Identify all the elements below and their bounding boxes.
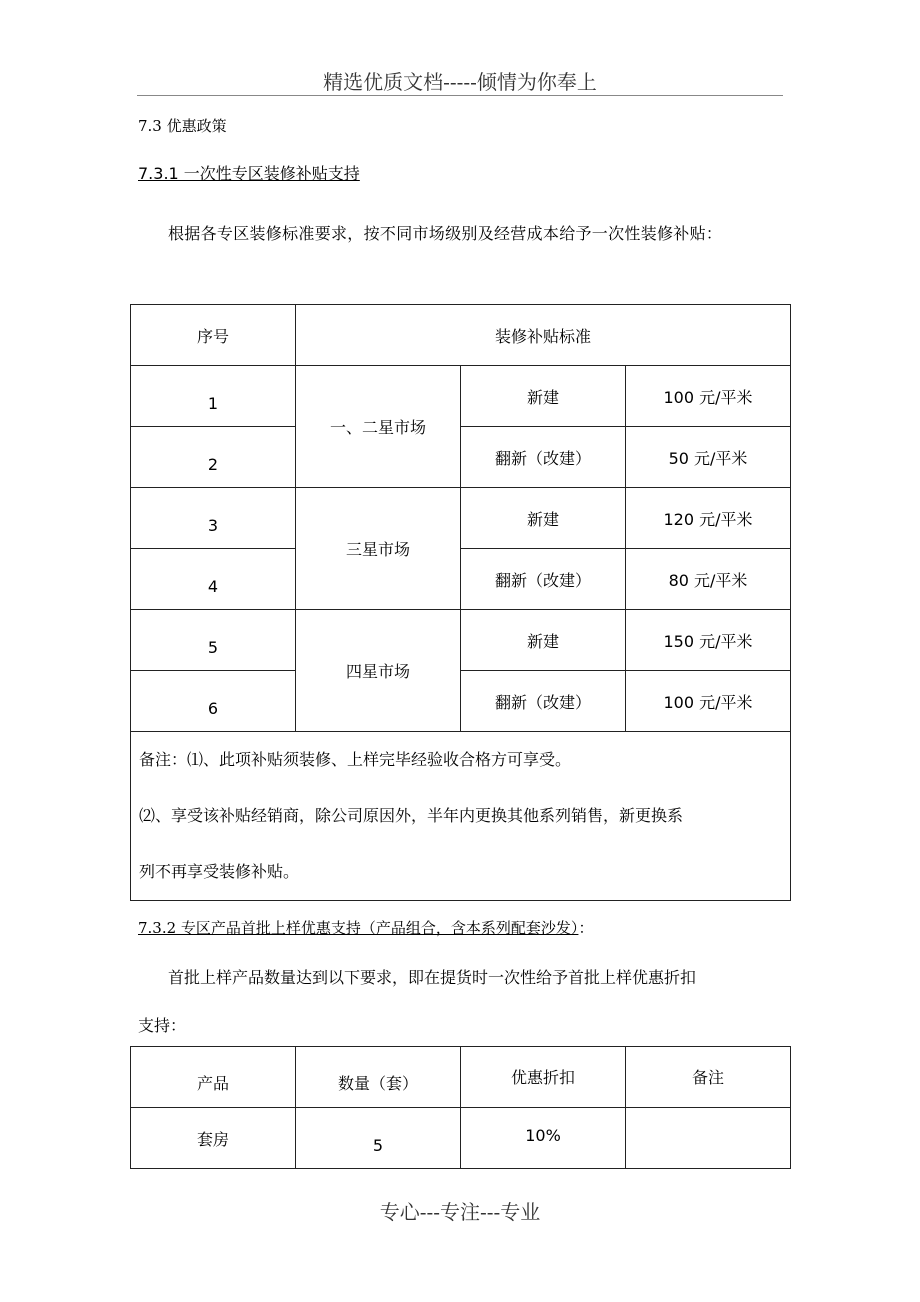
remark-cell: [626, 1108, 791, 1169]
header-discount: 优惠折扣: [461, 1047, 626, 1108]
renovation-subsidy-table: [130, 304, 791, 901]
note-line-1: 备注：⑴、此项补贴须装修、上样完毕经验收合格方可享受。: [139, 750, 572, 769]
subsection-2-intro-line-1: 首批上样产品数量达到以下要求，即在提货时一次性给予首批上样优惠折扣: [168, 968, 697, 987]
seq-cell: 3: [131, 488, 296, 549]
amount-cell: 120 元/平米: [626, 488, 791, 549]
section-heading: 7.3 优惠政策: [138, 117, 227, 135]
table-row: [131, 488, 791, 549]
subsection-2-heading-text: 7.3.2 专区产品首批上样优惠支持（产品组合，含本系列配套沙发）: [138, 919, 579, 937]
page-header-title: 精选优质文档-----倾情为你奉上: [323, 70, 597, 94]
seq-cell: 4: [131, 549, 296, 610]
seq-cell: 2: [131, 427, 296, 488]
amount-cell: 100 元/平米: [626, 671, 791, 732]
header-seq: 序号: [131, 305, 296, 366]
amount-cell: 100 元/平米: [626, 366, 791, 427]
amount-cell: 50 元/平米: [626, 427, 791, 488]
subsection-1-heading: 7.3.1 一次性专区装修补贴支持: [138, 164, 360, 183]
header-standard: 装修补贴标准: [296, 305, 791, 366]
table-row: [131, 671, 791, 732]
amount-cell: 150 元/平米: [626, 610, 791, 671]
type-cell: 翻新（改建）: [461, 671, 626, 732]
table-row: [131, 1108, 791, 1169]
header-divider: [137, 95, 783, 96]
product-cell: 套房: [131, 1108, 296, 1169]
table-notes: [131, 732, 791, 901]
type-cell: 新建: [461, 366, 626, 427]
page-footer: 专心---专注---专业: [379, 1200, 541, 1224]
type-cell: 新建: [461, 610, 626, 671]
type-cell: 翻新（改建）: [461, 427, 626, 488]
header-product: 产品: [131, 1047, 296, 1108]
note-line-2: ⑵、享受该补贴经销商，除公司原因外，半年内更换其他系列销售，新更换系: [139, 806, 684, 825]
subsection-1-intro: 根据各专区装修标准要求，按不同市场级别及经营成本给予一次性装修补贴：: [168, 224, 723, 243]
subsection-2-heading: [138, 917, 593, 938]
table-row: [131, 427, 791, 488]
note-line-3: 列不再享受装修补贴。: [139, 862, 300, 881]
quantity-cell: 5: [296, 1108, 461, 1169]
header-quantity: 数量（套）: [296, 1047, 461, 1108]
header-remark: 备注: [626, 1047, 791, 1108]
first-batch-discount-table: [130, 1046, 791, 1169]
type-cell: 新建: [461, 488, 626, 549]
market-cell: 一、二星市场: [296, 366, 461, 488]
discount-cell: 10%: [461, 1108, 626, 1169]
market-cell: 四星市场: [296, 610, 461, 732]
table-row: [131, 549, 791, 610]
seq-cell: 1: [131, 366, 296, 427]
subsection-2-heading-suffix: ：: [578, 919, 594, 937]
table-row: [131, 366, 791, 427]
subsection-2-intro-line-2: 支持：: [138, 1016, 187, 1035]
seq-cell: 5: [131, 610, 296, 671]
type-cell: 翻新（改建）: [461, 549, 626, 610]
table-row: [131, 610, 791, 671]
seq-cell: 6: [131, 671, 296, 732]
market-cell: 三星市场: [296, 488, 461, 610]
amount-cell: 80 元/平米: [626, 549, 791, 610]
